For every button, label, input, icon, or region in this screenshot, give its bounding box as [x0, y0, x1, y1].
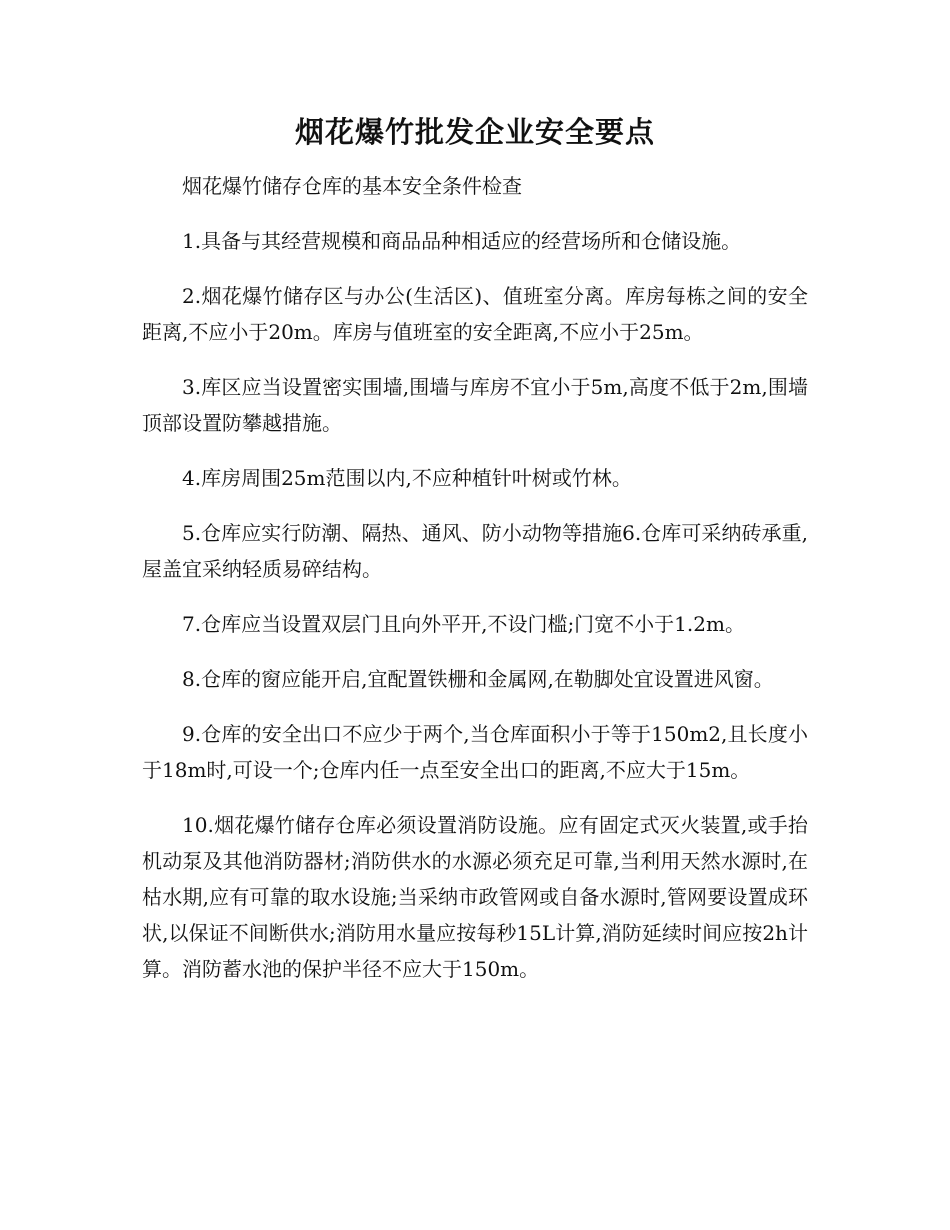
- document-body: [142, 168, 808, 987]
- paragraph-item-2: 2.烟花爆竹储存区与办公(生活区)、值班室分离。库房每栋之间的安全距离,不应小于20m。库房与值班室的安全距离,不应小于25m。: [142, 284, 808, 344]
- paragraph-item-7: 7.仓库应当设置双层门且向外平开,不设门槛;门宽不小于1.2m。: [182, 612, 745, 636]
- paragraph-item-4: 4.库房周围25m范围以内,不应种植针叶树或竹林。: [182, 466, 632, 490]
- document-title: 烟花爆竹批发企业安全要点: [294, 115, 655, 149]
- paragraph-item-1: 1.具备与其经营规模和商品品种相适应的经营场所和仓储设施。: [182, 229, 742, 253]
- paragraph-item-5-6: 5.仓库应实行防潮、隔热、通风、防小动物等措施6.仓库可采纳砖承重,屋盖宜采纳轻质易碎结构。: [142, 521, 808, 581]
- paragraph-item-8: 8.仓库的窗应能开启,宜配置铁栅和金属网,在勒脚处宜设置进风窗。: [182, 667, 774, 691]
- paragraph-item-10: 10.烟花爆竹储存仓库必须设置消防设施。应有固定式灭火装置,或手抬机动泵及其他消防器材;消防供水的水源必须充足可靠,当利用天然水源时,在枯水期,应有可靠的取水设施;当采纳市政管网或自备水源时,管网要设置成环状,以保证不间断供水;消防用水量应按每秒15L计算,消防延续时间应按2h计算。消防蓄水池的保护半径不应大于150m。: [142, 813, 808, 981]
- paragraph-intro: 烟花爆竹储存仓库的基本安全条件检查: [182, 174, 522, 198]
- paragraph-item-9: 9.仓库的安全出口不应少于两个,当仓库面积小于等于150m2,且长度小于18m时,可设一个;仓库内任一点至安全出口的距离,不应大于15m。: [142, 722, 808, 782]
- paragraph-item-3: 3.库区应当设置密实围墙,围墙与库房不宜小于5m,高度不低于2m,围墙顶部设置防攀越措施。: [142, 375, 808, 435]
